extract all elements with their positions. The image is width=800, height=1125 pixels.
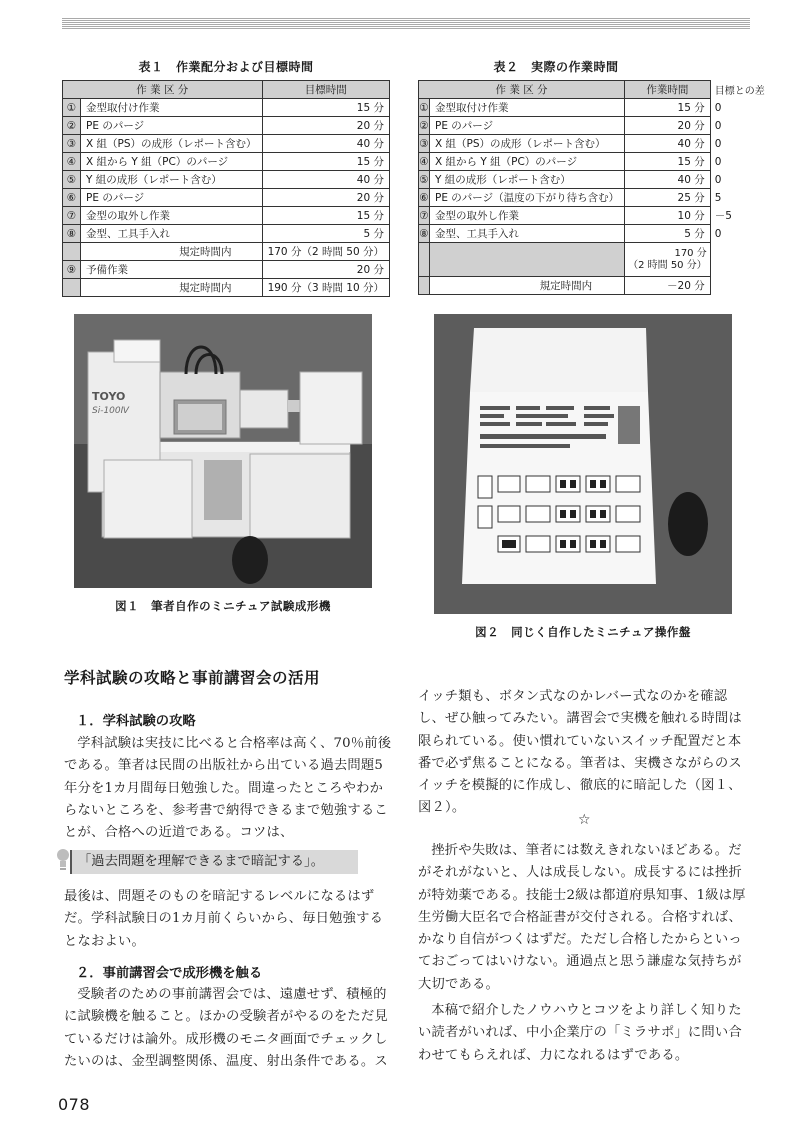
section-heading: 学科試験の攻略と事前講習会の活用: [64, 669, 321, 687]
table1-row-task: 金型、工具手入れ: [81, 225, 263, 243]
table2-subtotal-row: [419, 243, 771, 277]
table2-total-value: －20 分: [625, 277, 711, 295]
figure1-photo: [74, 314, 372, 588]
table2: [418, 80, 771, 295]
table2-caption: 表２ 実際の作業時間: [493, 60, 619, 74]
table2-row-task: X 組から Y 組（PC）のパージ: [430, 153, 625, 171]
table1-header-task: 作 業 区 分: [63, 81, 263, 99]
table1-row-task: PE のパージ: [81, 189, 263, 207]
table2-row-diff: 0: [710, 135, 770, 153]
table2-row-diff: 0: [710, 153, 770, 171]
table1-total-value: 190 分（3 時間 10 分）: [262, 279, 389, 297]
table1-row: [63, 189, 390, 207]
table1-row: [63, 207, 390, 225]
table2-row-task: 金型、工具手入れ: [430, 225, 625, 243]
table1-row-task: Y 組の成形（レポート含む）: [81, 171, 263, 189]
table1-row: [63, 117, 390, 135]
table2-row-time: 20 分: [625, 117, 711, 135]
table2-row-num: ①: [419, 99, 430, 117]
table2-row-num: ③: [419, 135, 430, 153]
table1-row: [63, 225, 390, 243]
table1-row-num: ⑥: [63, 189, 81, 207]
table1-subtotal-row: [63, 243, 390, 261]
table2-row-time: 40 分: [625, 135, 711, 153]
machine-model-label: Si-100Ⅳ: [92, 406, 129, 416]
table1-row-task: X 組（PS）の成形（レポート含む）: [81, 135, 263, 153]
tip-callout: 「過去問題を理解できるまで暗記する」。: [70, 850, 358, 874]
table2-row-time: 25 分: [625, 189, 711, 207]
paragraph-4: イッチ類も、ボタン式なのかレバー式なのかを確認し、ぜひ触ってみたい。講習会で実機を触れる時間は限られている。使い慣れていないスイッチ配置だと本番で必ず焦ることになる。筆者は、実機さながらのスイッチを模擬的に作成し、徹底的に暗記した（図１、図２）。: [418, 689, 742, 816]
table1-subtotal-value: 170 分（2 時間 50 分）: [262, 243, 389, 261]
table2-row: [419, 135, 771, 153]
table2-row: [419, 207, 771, 225]
subhead-written-exam: １．学科試験の攻略: [76, 714, 196, 729]
table1-row-time: 40 分: [262, 135, 389, 153]
table1-extra-task: 予備作業: [81, 261, 263, 279]
table1-row-time: 40 分: [262, 171, 389, 189]
page-number: 078: [58, 1095, 91, 1114]
table2-total-row: [419, 277, 771, 295]
table2-row-time: 15 分: [625, 153, 711, 171]
table1-extra-row: [63, 261, 390, 279]
table1-row-time: 20 分: [262, 117, 389, 135]
table1-row: [63, 135, 390, 153]
table1-row-task: 金型取付け作業: [81, 99, 263, 117]
table2-row-num: ⑦: [419, 207, 430, 225]
table2-row-diff: 5: [710, 189, 770, 207]
table2-body: [419, 99, 771, 243]
table1-row: [63, 171, 390, 189]
table1-row-task: X 組から Y 組（PC）のパージ: [81, 153, 263, 171]
table1-row-num: ⑧: [63, 225, 81, 243]
control-panel-illustration: [434, 314, 732, 614]
table1-row: [63, 153, 390, 171]
table2-subtotal-hours: （2 時間 50 分）: [628, 259, 707, 271]
table1-header-row: [63, 81, 390, 99]
table2-row-time: 5 分: [625, 225, 711, 243]
table2-row: [419, 189, 771, 207]
figure2-photo: [434, 314, 732, 614]
table2-row: [419, 99, 771, 117]
table2-row-diff: －5: [710, 207, 770, 225]
table2-row: [419, 171, 771, 189]
table1-row: [63, 99, 390, 117]
table2-row-diff: 0: [710, 117, 770, 135]
table1-row-num: ④: [63, 153, 81, 171]
table1-row-time: 15 分: [262, 153, 389, 171]
table1-header-time: 目標時間: [262, 81, 389, 99]
table2-row: [419, 117, 771, 135]
table1-row-task: 金型の取外し作業: [81, 207, 263, 225]
table2-row-diff: 0: [710, 225, 770, 243]
table2-header-time: 作業時間: [625, 81, 711, 99]
table2-row-time: 10 分: [625, 207, 711, 225]
figure2-caption: 図２ 同じく自作したミニチュア操作盤: [475, 625, 691, 639]
table1-body: [63, 99, 390, 243]
table1-row-task: PE のパージ: [81, 117, 263, 135]
table1-row-num: ①: [63, 99, 81, 117]
table1-row-time: 5 分: [262, 225, 389, 243]
table2-header-diff: 目標との差: [710, 81, 770, 99]
section-break-star: ☆: [578, 812, 591, 828]
figure1-caption: 図１ 筆者自作のミニチュア試験成形機: [115, 599, 331, 613]
table1-row-num: ⑦: [63, 207, 81, 225]
table1-row-num: ③: [63, 135, 81, 153]
lightbulb-icon: [56, 847, 70, 873]
table2-header-row: [419, 81, 771, 99]
table1-extra-num: ⑨: [63, 261, 81, 279]
table2-total-label: 規定時間内: [430, 277, 625, 295]
table2-row-task: 金型取付け作業: [430, 99, 625, 117]
table1-row-time: 15 分: [262, 207, 389, 225]
table2-row-time: 40 分: [625, 171, 711, 189]
table2-row-task: 金型の取外し作業: [430, 207, 625, 225]
table1: [62, 80, 390, 297]
table1-total-label: 規定時間内: [81, 279, 263, 297]
table2-subtotal-minutes: 170 分: [674, 247, 707, 259]
paragraph-2: 最後は、問題そのものを暗記するレベルになるはずだ。学科試験日の1カ月前くらいから、毎日勉強するとなおよい。: [64, 889, 384, 949]
table2-row-diff: 0: [710, 171, 770, 189]
molding-machine-illustration: [74, 314, 372, 588]
table2-row-diff: 0: [710, 99, 770, 117]
table2-row-task: X 組（PS）の成形（レポート含む）: [430, 135, 625, 153]
table2-header-task: 作 業 区 分: [419, 81, 625, 99]
machine-brand-label: TOYO: [92, 390, 126, 403]
subhead-pre-seminar: ２．事前講習会で成形機を触る: [76, 966, 263, 981]
paragraph-5: 挫折や失敗は、筆者には数えきれないほどある。だがそれがないと、人は成長しない。成長するには挫折が特効薬である。技能士2級は都道府県知事、1級は厚生労働大臣名で合格証書が交付される。合格すれば、かなり自信がつくはずだ。ただし合格したからといっておごってはいけない。通過点と思う謙虚な気持ちが大切である。: [418, 843, 746, 992]
table1-extra-time: 20 分: [262, 261, 389, 279]
table2-row-num: ⑥: [419, 189, 430, 207]
table1-row-time: 15 分: [262, 99, 389, 117]
table2-row-num: ⑤: [419, 171, 430, 189]
table1-row-time: 20 分: [262, 189, 389, 207]
table2-row-num: ④: [419, 153, 430, 171]
table1-row-num: ②: [63, 117, 81, 135]
table2-row-num: ⑧: [419, 225, 430, 243]
table1-total-row: [63, 279, 390, 297]
table2-row: [419, 225, 771, 243]
table2-row-task: PE のパージ: [430, 117, 625, 135]
top-decorative-rule: [62, 18, 750, 30]
paragraph-1: 学科試験は実技に比べると合格率は高く、70％前後である。筆者は民間の出版社から出ている過去問題5年分を1カ月間毎日勉強した。間違ったところやわからないところを、参考書で納得できるまで勉強することが、合格への近道である。コツは、: [64, 736, 392, 841]
table2-row: [419, 153, 771, 171]
paragraph-6: 本稿で紹介したノウハウとコツをより詳しく知りたい読者がいれば、中小企業庁の「ミラサポ」に問い合わせてもらえれば、力になれるはずである。: [418, 1003, 742, 1063]
table1-caption: 表１ 作業配分および目標時間: [138, 60, 314, 74]
table2-row-num: ②: [419, 117, 430, 135]
table1-subtotal-label: 規定時間内: [81, 243, 263, 261]
table2-row-task: PE のパージ（温度の下がり待ち含む）: [430, 189, 625, 207]
table1-row-num: ⑤: [63, 171, 81, 189]
paragraph-3: 受験者のための事前講習会では、遠慮せず、積極的に試験機を触ること。ほかの受験者がやるのをただ見ているだけは論外。成形機のモニタ画面でチェックしたいのは、金型調整関係、温度、射出条件である。ス: [64, 987, 388, 1069]
table2-row-time: 15 分: [625, 99, 711, 117]
table2-row-task: Y 組の成形（レポート含む）: [430, 171, 625, 189]
